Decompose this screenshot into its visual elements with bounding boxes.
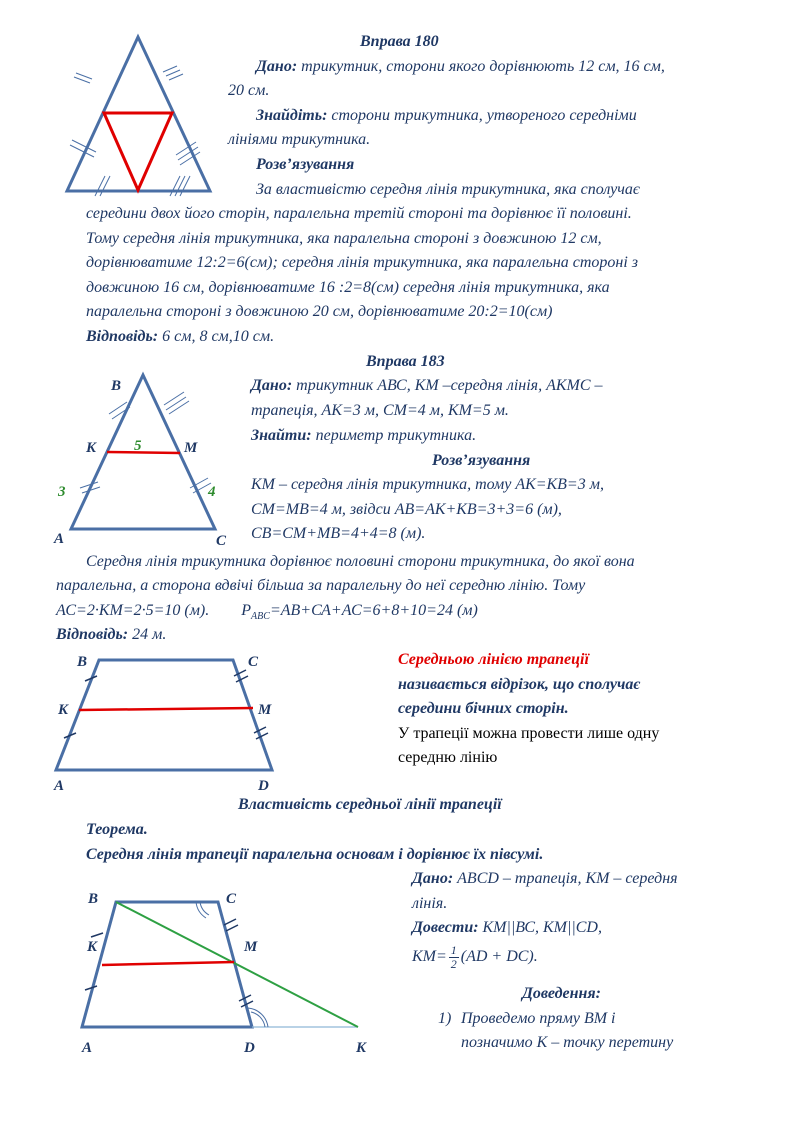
label-def-D: D — [258, 778, 269, 794]
property-prove-text: КМ||ВС, КМ||CD, — [478, 919, 602, 936]
ex183-solution-title: Розв’язування — [432, 452, 531, 469]
definition-line5: середню лінію — [398, 749, 498, 766]
label-183-M: M — [184, 440, 198, 456]
ex183-given-text2: трапеція, АК=3 м, СМ=4 м, КМ=5 м. — [251, 402, 509, 419]
ex183-answer-label: Відповідь: — [56, 626, 129, 643]
label-def-C: C — [248, 654, 259, 670]
proof-step1-a: Проведемо пряму ВМ і — [461, 1010, 616, 1027]
ex180-find-text2: лініями трикутника. — [228, 131, 371, 148]
ex183-find — [251, 424, 476, 448]
ex183-p3b: =АВ+СА+АС=6+8+10=24 (м) — [269, 602, 478, 619]
ex180-given-text2: 20 см. — [228, 82, 270, 99]
label-183-cm: 4 — [208, 484, 216, 500]
ex180-sol6: паралельна стороні з довжиною 20 см, дорівнюватиме 20:2=10(см) — [86, 303, 553, 320]
property-given — [412, 867, 678, 891]
ex180-find-label: Знайдіть: — [256, 107, 328, 124]
figure-180-triangle — [67, 37, 210, 196]
property-given-text2: лінія. — [412, 895, 448, 912]
label-prop-K2: K — [356, 1040, 367, 1056]
definition-line3: середини бічних сторін. — [398, 700, 569, 717]
ex183-given-label: Дано: — [251, 377, 293, 394]
ex183-sol2: СМ=МВ=4 м, звідси АВ=АК+КВ=3+3=6 (м), — [251, 501, 562, 518]
label-183-K: K — [86, 440, 97, 456]
property-given-text1: ABCD – трапеція, КМ – середня — [453, 870, 678, 887]
label-def-A: A — [54, 778, 65, 794]
ex183-answer-text: 24 м. — [128, 626, 167, 643]
proof-title: Доведення: — [522, 985, 601, 1002]
label-183-B: B — [111, 378, 122, 394]
formula-fraction — [449, 944, 459, 971]
property-prove-label: Довести: — [412, 919, 479, 936]
label-183-ak: 3 — [58, 484, 66, 500]
ex183-sol1: КМ – середня лінія трикутника, тому АК=КВ=3 м, — [251, 476, 604, 493]
label-def-M: M — [258, 702, 272, 718]
ex180-find — [256, 104, 637, 128]
label-prop-C: C — [226, 891, 237, 907]
label-183-C: C — [216, 533, 227, 549]
ex183-find-text: периметр трикутника. — [311, 427, 477, 444]
formula-den: 2 — [450, 956, 457, 971]
label-183-A: A — [54, 531, 65, 547]
ex180-sol1: За властивістю середня лінія трикутника, яка сполучає — [256, 181, 640, 198]
label-prop-K: K — [87, 939, 98, 955]
property-prove — [412, 916, 602, 940]
ex183-given-text1: трикутник АВС, КМ –середня лінія, АКМС – — [292, 377, 603, 394]
ex183-find-label: Знайти: — [251, 427, 312, 444]
definition-term: Середньою лінією трапеції — [398, 651, 589, 668]
ex180-answer-label: Відповідь: — [86, 328, 159, 345]
figure-property-trapezoid — [81, 891, 367, 1056]
ex180-sol4: дорівнюватиме 12:2=6(см); середня лінія трикутника, яка паралельна стороні з — [86, 254, 639, 271]
ex180-given-text1: трикутник, сторони якого дорівнюють 12 см, 16 см, — [297, 58, 665, 75]
ex183-answer — [56, 623, 166, 647]
ex180-title: Вправа 180 — [360, 33, 439, 50]
theorem-label: Теорема. — [86, 821, 148, 838]
formula-rest: (AD + DC). — [460, 948, 538, 965]
ex183-p3-sub: ABC — [251, 611, 270, 623]
label-prop-B: B — [88, 891, 99, 907]
label-prop-M: M — [244, 939, 258, 955]
definition-line2: називається відрізок, що сполучає — [398, 676, 640, 693]
formula-prefix: КМ= — [412, 948, 447, 965]
ex183-p3a: АС=2·КМ=2·5=10 (м). — [56, 602, 210, 619]
ex183-title: Вправа 183 — [366, 353, 445, 370]
ex180-answer — [86, 325, 274, 349]
property-formula — [412, 942, 538, 972]
proof-step1-num: 1) — [438, 1010, 452, 1027]
property-given-label: Дано: — [412, 870, 454, 887]
ex180-sol2: середини двох його сторін, паралельна третій стороні та дорівнює її половині. — [86, 205, 632, 222]
figure-definition-trapezoid — [53, 654, 272, 794]
ex180-sol5: довжиною 16 см, дорівнюватиме 16 :2=8(см) середня лінія трикутника, яка — [86, 279, 610, 296]
formula-num: 1 — [450, 942, 457, 957]
proof-step1-b: позначимо К – точку перетину — [461, 1034, 674, 1051]
label-def-B: B — [77, 654, 88, 670]
theorem-text: Середня лінія трапеції паралельна основам і дорівнює їх півсумі. — [86, 846, 544, 863]
ex180-solution-title: Розв’язування — [256, 156, 355, 173]
label-def-K: K — [58, 702, 69, 718]
property-title: Властивість середньої лінії трапеції — [238, 796, 502, 813]
ex183-sol3: СВ=СМ+МВ=4+4=8 (м). — [251, 525, 426, 542]
ex180-find-text1: сторони трикутника, утвореного середніми — [327, 107, 637, 124]
label-prop-D: D — [244, 1040, 255, 1056]
figure-183-triangle — [53, 375, 227, 549]
ex180-given-label: Дано: — [256, 58, 298, 75]
definition-line4: У трапеції можна провести лише одну — [398, 725, 660, 742]
ex183-p1: Середня лінія трикутника дорівнює половині сторони трикутника, до якої вона — [86, 553, 635, 570]
ex183-p3-p: P — [241, 602, 252, 619]
ex180-sol3: Тому середня лінія трикутника, яка паралельна стороні з довжиною 12 см, — [86, 230, 602, 247]
ex180-given — [256, 55, 665, 79]
label-183-km: 5 — [134, 438, 142, 454]
ex183-p2: паралельна, а сторона вдвічі більша за паралельну до неї середню лінію. Тому — [56, 577, 586, 594]
ex180-answer-text: 6 см, 8 см,10 см. — [158, 328, 275, 345]
label-prop-A: A — [82, 1040, 93, 1056]
ex183-given — [251, 374, 602, 398]
